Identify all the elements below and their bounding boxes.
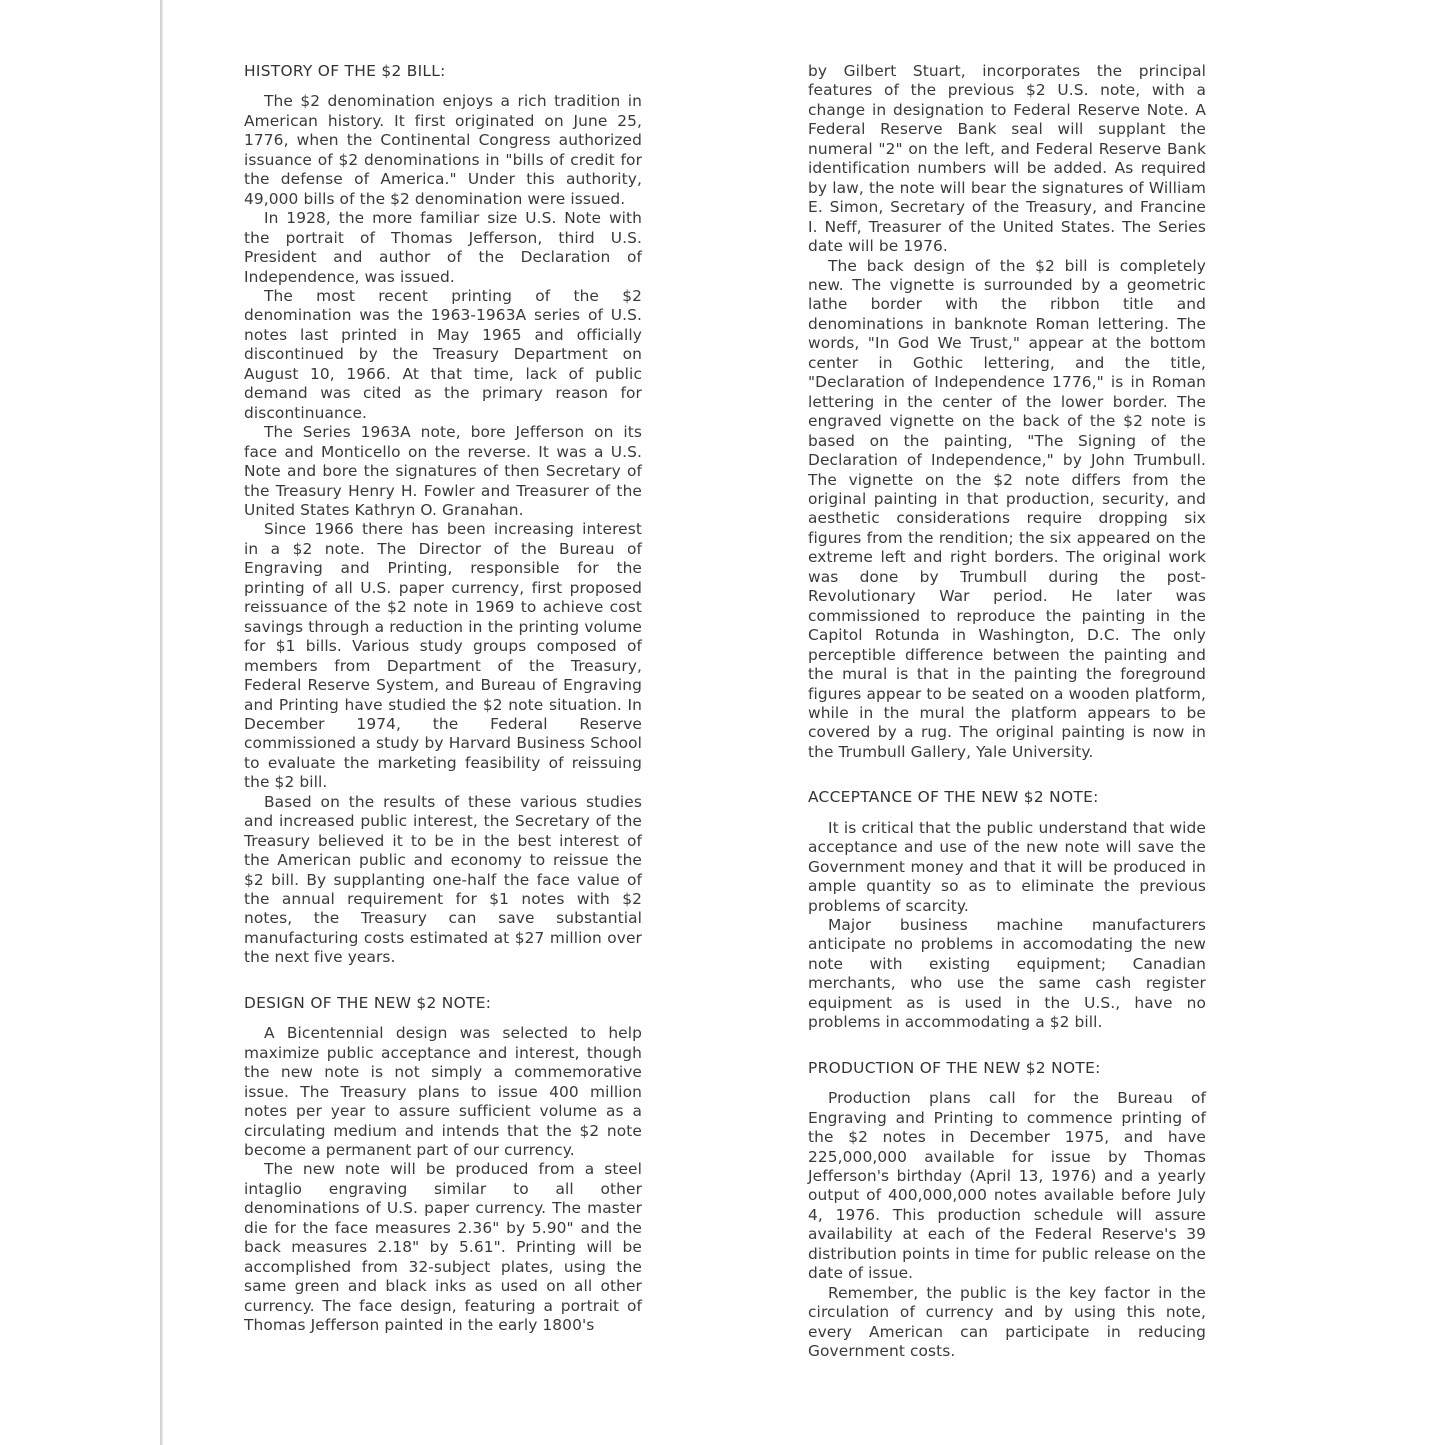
right-column bbox=[808, 62, 1206, 1362]
acceptance-paragraph-2: Major business machine manufacturers anticipate no problems in accomodating the new note with existing equipment; Canadian merchants, who use the same cash register equipment as is used in the U.S., have no problems in accommodating a $2 bill. bbox=[808, 916, 1206, 1032]
design-continued-paragraph-2: The back design of the $2 bill is completely new. The vignette is surrounded by a geometric lathe border with the ribbon title and denominations in banknote Roman lettering. The words, "In God We Trust," appear at the bottom center in Gothic lettering, and the title, "Declaration of Independence 1776," is in Roman lettering in the center of the lower border. The engraved vignette on the back of the $2 note is based on the painting, "The Signing of the Declaration of Independence," by John Trumbull. The vignette on the $2 note differs from the original painting in that production, security, and aesthetic considerations require dropping six figures from the rendition; the six appeared on the extreme left and right borders. The original work was done by Trumbull during the post-Revolutionary War period. He later was commissioned to reproduce the painting in the Capitol Rotunda in Washington, D.C. The only perceptible difference between the painting and the mural is that in the painting the foreground figures appear to be seated on a wooden platform, while in the mural the platform appears to be covered by a rug. The original painting is now in the Trumbull Gallery, Yale University. bbox=[808, 256, 1206, 761]
history-paragraph-3: The most recent printing of the $2 denomination was the 1963-1963A series of U.S. notes last printed in May 1965 and officially discontinued by the Treasury Department on August 10, 1966. At that time, lack of public demand was cited as the primary reason for discontinuance. bbox=[244, 286, 642, 422]
production-heading: PRODUCTION OF THE NEW $2 NOTE: bbox=[808, 1058, 1101, 1077]
history-paragraph-4: The Series 1963A note, bore Jefferson on its face and Monticello on the reverse. It was a U.S. Note and bore the signatures of then Secretary of the Treasury Henry H. Fowler and Treasurer of the United States Kathryn O. Granahan. bbox=[244, 423, 642, 519]
design-continued-paragraph-1: by Gilbert Stuart, incorporates the principal features of the previous $2 U.S. note, with a change in designation to Federal Reserve Note. A Federal Reserve Bank seal will supplant the numeral "2" on the left, and Federal Reserve Bank identification numbers will be added. As required by law, the note will bear the signatures of William E. Simon, Secretary of the Treasury, and Francine I. Neff, Treasurer of the United States. The Series date will be 1976. bbox=[808, 62, 1206, 256]
production-paragraph-2: Remember, the public is the key factor in the circulation of currency and by using this note, every American can participate in reducing Government costs. bbox=[808, 1283, 1206, 1361]
left-column bbox=[244, 62, 642, 1336]
history-paragraph-6: Based on the results of these various studies and increased public interest, the Secretary of the Treasury believed it to be in the best interest of the American public and economy to reissue the $2 bill. By supplanting one-half the face value of the annual requirement for $1 notes with $2 notes, the Treasury can save substantial manufacturing costs estimated at $27 million over the next five years. bbox=[244, 792, 642, 967]
history-heading: HISTORY OF THE $2 BILL: bbox=[244, 62, 446, 80]
acceptance-heading: ACCEPTANCE OF THE NEW $2 NOTE: bbox=[808, 788, 1099, 807]
history-paragraph-1: The $2 denomination enjoys a rich tradition in American history. It first originated on June 25, 1776, when the Continental Congress authorized issuance of $2 denominations in "bills of credit for the defense of America." Under this authority, 49,000 bills of the $2 denomination were issued. bbox=[244, 92, 642, 208]
design-paragraph-2: The new note will be produced from a steel intaglio engraving similar to all other denominations of U.S. paper currency. The master die for the face measures 2.36" by 5.90" and the back measures 2.18" by 5.61". Printing will be accomplished from 32-subject plates, using the same green and black inks as used on all other currency. The face design, featuring a portrait of Thomas Jefferson painted in the early 1800's bbox=[244, 1160, 642, 1335]
acceptance-paragraph-1: It is critical that the public understand that wide acceptance and use of the new note will save the Government money and that it will be produced in ample quantity so as to eliminate the previous problems of scarcity. bbox=[808, 818, 1206, 915]
design-heading: DESIGN OF THE NEW $2 NOTE: bbox=[244, 993, 492, 1012]
production-paragraph-1: Production plans call for the Bureau of Engraving and Printing to commence printing of the $2 notes in December 1975, and have 225,000,000 available for issue by Thomas Jefferson's birthday (April 13, 1976) and a yearly output of 400,000,000 notes available before July 4, 1976. This production schedule will assure availability at each of the Federal Reserve's 39 distribution points in time for public release on the date of issue. bbox=[808, 1089, 1206, 1283]
history-paragraph-2: In 1928, the more familiar size U.S. Note with the portrait of Thomas Jefferson, third U.S. President and author of the Declaration of Independence, was issued. bbox=[244, 209, 642, 286]
history-paragraph-5: Since 1966 there has been increasing interest in a $2 note. The Director of the Bureau of Engraving and Printing, responsible for the printing of all U.S. paper currency, first proposed reissuance of the $2 note in 1969 to achieve cost savings through a reduction in the printing volume for $1 bills. Various study groups composed of members from Department of the Treasury, Federal Reserve System, and Bureau of Engraving and Printing have studied the $2 note situation. In December 1974, the Federal Reserve commissioned a study by Harvard Business School to evaluate the marketing feasibility of reissuing the $2 bill. bbox=[244, 520, 642, 792]
page-edge bbox=[160, 0, 163, 1445]
design-paragraph-1: A Bicentennial design was selected to help maximize public acceptance and interest, though the new note is not simply a commemorative issue. The Treasury plans to issue 400 million notes per year to assure sufficient volume as a circulating medium and intends that the $2 note become a permanent part of our currency. bbox=[244, 1024, 642, 1160]
